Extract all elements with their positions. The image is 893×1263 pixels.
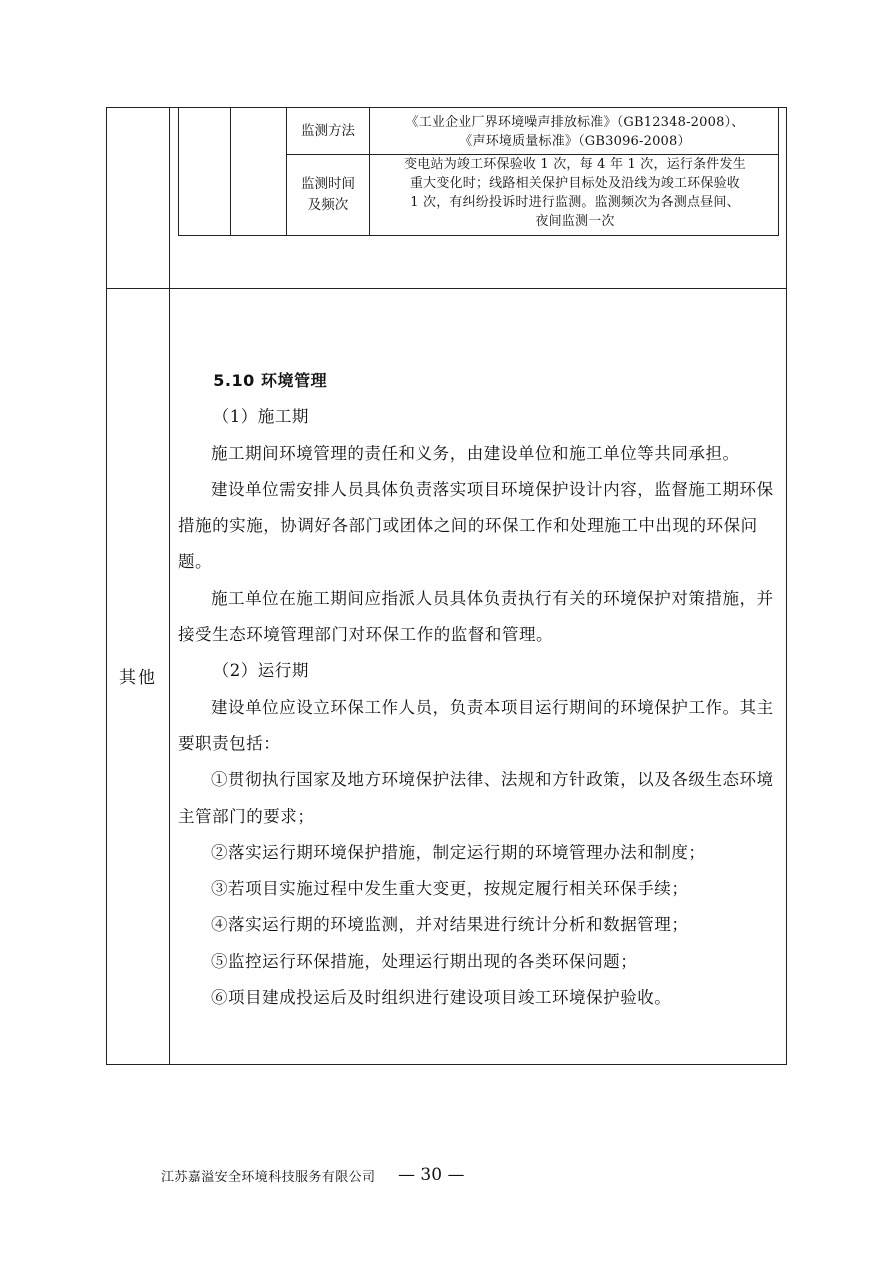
table-row-divider: [107, 288, 786, 289]
content-line: 《声环境质量标准》（GB3096-2008）: [459, 134, 691, 149]
paragraph: ③若项目实施过程中发生重大变更，按规定履行相关环保手续；: [211, 879, 689, 899]
content-line: 1 次，有纠纷投诉时进行监测。监测频次为各测点昼间、: [410, 195, 740, 210]
content-line: 夜间监测一次: [535, 214, 615, 229]
footer-company: 江苏嘉溢安全环境科技服务有限公司: [161, 1170, 376, 1185]
label-line: 及频次: [307, 197, 349, 213]
label-line: 监测时间: [301, 176, 355, 192]
section-title: 5.10 环境管理: [213, 371, 328, 390]
paragraph: 建设单位需安排人员具体负责落实项目环境保护设计内容，监督施工期环保措施的实施，协调好各部门或团体之间的环保工作和处理施工中出现的环保问题。: [178, 479, 774, 572]
paragraph: ①贯彻执行国家及地方环境保护法律、法规和方针政策，以及各级生态环境主管部门的要求；: [178, 770, 774, 826]
page-number: — 30 —: [398, 1165, 465, 1185]
paragraph: ⑤监控运行环保措施，处理运行期出现的各类环保问题；: [211, 951, 638, 971]
paragraph: 施工单位在施工期间应指派人员具体负责执行有关的环境保护对策措施，并接受生态环境管理部门对环保工作的监督和管理。: [178, 588, 774, 645]
subtable-divider: [230, 108, 231, 235]
paragraph: 建设单位应设立环保工作人员，负责本项目运行期间的环境保护工作。其主要职责包括：: [178, 697, 774, 753]
monitoring-frequency-label: [288, 174, 368, 216]
other-row-label: 其他: [119, 668, 157, 688]
monitoring-subtable: [178, 108, 779, 236]
monitoring-method-content: [373, 113, 777, 151]
paragraph: （2）运行期: [212, 661, 309, 681]
document-table: [106, 107, 787, 1065]
paragraph: ⑥项目建成投运后及时组织进行建设项目竣工环境保护验收。: [211, 988, 672, 1008]
content-line: 重大变化时；线路相关保护目标处及沿线为竣工环保验收: [409, 176, 740, 191]
paragraph: （1）施工期: [212, 407, 309, 427]
subtable-divider: [286, 108, 287, 235]
content-line: 变电站为竣工环保验收 1 次，每 4 年 1 次，运行条件发生: [404, 157, 746, 172]
content-line: 《工业企业厂界环境噪声排放标准》（GB12348-2008）、: [405, 115, 745, 130]
monitoring-frequency-content: [373, 155, 777, 231]
paragraph: ②落实运行期环境保护措施，制定运行期的环境管理办法和制度；: [211, 842, 706, 862]
monitoring-method-label: 监测方法: [301, 123, 355, 139]
paragraph: 施工期间环境管理的责任和义务，由建设单位和施工单位等共同承担。: [211, 443, 740, 463]
environment-management-section: [178, 363, 783, 1016]
table-column-divider: [169, 108, 170, 1064]
paragraph: ④落实运行期的环境监测，并对结果进行统计分析和数据管理；: [211, 915, 689, 935]
subtable-divider: [369, 108, 370, 235]
